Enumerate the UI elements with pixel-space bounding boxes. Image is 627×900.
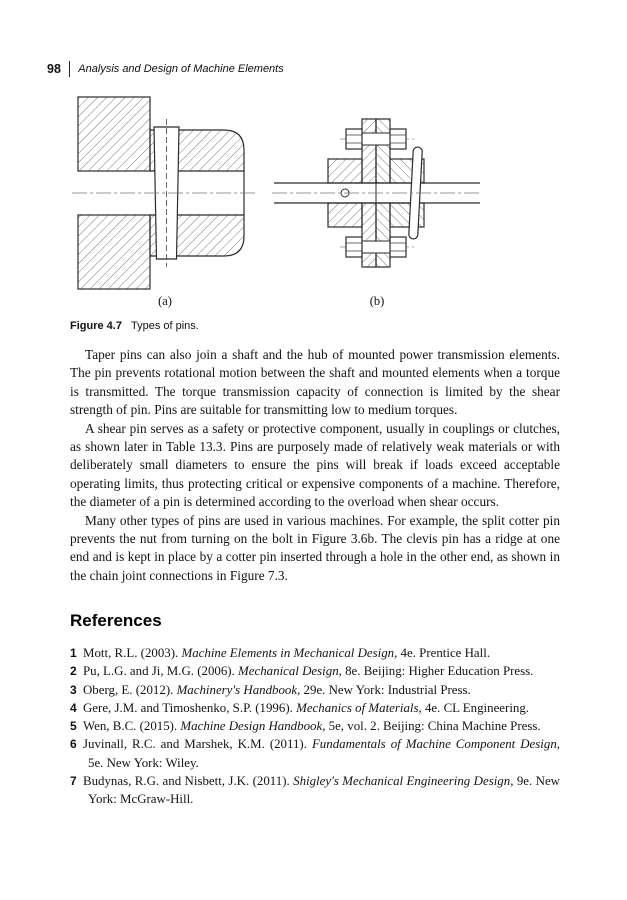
reference-item (70, 717, 560, 735)
reference-item (70, 681, 560, 699)
reference-item (70, 644, 560, 662)
body-paragraph: A shear pin serves as a safety or protective component, usually in couplings or clutches, as shown later in Table 13.3. Pins are purposely made of relatively weak materials or with deliberately small diameters to ensure the pins will break if loads exceed acceptable operating limits, thus protecting critical or expensive components of a machine. Therefore, the diameter of a pin is determined according to the overload when shear occurs. (70, 420, 560, 510)
bottom-bolt-shank (362, 241, 390, 253)
page-number: 98 (47, 62, 61, 76)
bottom-bolt-head (346, 237, 362, 257)
right-flange-plate-top (376, 119, 390, 183)
reference-number: 1 (70, 646, 77, 661)
reference-title: Shigley's Mechanical Engineering Design (293, 773, 511, 788)
page-content (70, 95, 560, 808)
reference-pre: Pu, L.G. and Ji, M.G. (2006). (83, 664, 239, 679)
reference-item (70, 662, 560, 680)
top-bolt-shank (362, 133, 390, 145)
reference-pre: Gere, J.M. and Timoshenko, S.P. (1996). (83, 700, 297, 715)
figure-a-label: (a) (158, 294, 172, 308)
reference-pre: Budynas, R.G. and Nisbett, J.K. (2011). (83, 773, 294, 788)
figure-caption (70, 320, 560, 332)
bottom-bolt-nut (390, 237, 406, 257)
running-head (47, 61, 284, 77)
reference-post: , 29e. New York: Industrial Press. (297, 682, 471, 697)
figure-a-panel (72, 95, 258, 309)
reference-post: , 8e. Beijing: Higher Education Press. (338, 664, 534, 679)
reference-title: Fundamentals of Machine Component Design (311, 737, 557, 752)
reference-list (70, 644, 560, 808)
reference-title: Mechanics of Materials (296, 700, 419, 715)
reference-post: , 5e. New York: Wiley. (88, 737, 560, 770)
running-title: Analysis and Design of Machine Elements (78, 63, 284, 75)
reference-number: 6 (70, 737, 77, 752)
reference-pre: Oberg, E. (2012). (83, 682, 177, 697)
reference-pre: Mott, R.L. (2003). (83, 646, 182, 661)
body-text (70, 346, 560, 585)
reference-number: 2 (70, 664, 77, 679)
figure-b-panel (272, 95, 482, 309)
left-hub-section-top (328, 159, 362, 183)
top-bolt-head (346, 129, 362, 149)
body-paragraph: Taper pins can also join a shaft and the hub of mounted power transmission elements. The pin prevents rotational motion between the shaft and mounted elements when a torque is transmitted. The torque transmission capacity of connection is limited by the shear strength of pin. Pins are suitable for transmitting low to medium torques. (70, 347, 560, 418)
reference-title: Mechanical Design (238, 664, 339, 679)
reference-post: , 4e. CL Engineering. (418, 700, 530, 715)
hub-flange-section-top (78, 97, 150, 171)
figure-4-7 (72, 95, 560, 309)
taper-pin-section-drawing (72, 95, 258, 291)
reference-number: 4 (70, 700, 77, 715)
reference-title: Machinery's Handbook (176, 682, 298, 697)
reference-item (70, 772, 560, 808)
figure-b-label: (b) (369, 294, 385, 308)
top-bolt-nut (390, 129, 406, 149)
reference-post: , 5e, vol. 2. Beijing: China Machine Press. (322, 719, 541, 734)
reference-number: 7 (70, 773, 77, 788)
reference-title: Machine Elements in Mechanical Design (181, 646, 395, 661)
figure-caption-number: Figure 4.7 (70, 320, 122, 332)
reference-post: , 9e. New York: McGraw-Hill. (88, 773, 560, 806)
reference-item (70, 735, 560, 771)
hub-flange-section-bottom (78, 215, 150, 289)
reference-title: Machine Design Handbook (180, 719, 323, 734)
reference-number: 5 (70, 719, 77, 734)
right-flange-plate-bottom (376, 203, 390, 267)
header-divider (69, 61, 70, 77)
coupling-pin-section-drawing (272, 95, 482, 291)
left-hub-section-bottom (328, 203, 362, 227)
left-flange-plate-top (362, 119, 376, 183)
reference-number: 3 (70, 682, 77, 697)
reference-item (70, 699, 560, 717)
body-paragraph: Many other types of pins are used in various machines. For example, the split cotter pin prevents the nut from turning on the bolt in Figure 3.6b. The clevis pin has a ridge at one end and is kept in place by a cotter pin inserted through a hole in the other end, as shown in the chain joint connections in Figure 7.3. (70, 512, 560, 583)
reference-pre: Wen, B.C. (2015). (83, 719, 181, 734)
reference-post: , 4e. Prentice Hall. (394, 646, 491, 661)
references-heading: References (70, 611, 162, 631)
reference-pre: Juvinall, R.C. and Marshek, K.M. (2011). (83, 737, 312, 752)
left-flange-plate-bottom (362, 203, 376, 267)
figure-caption-text: Types of pins. (130, 320, 199, 332)
